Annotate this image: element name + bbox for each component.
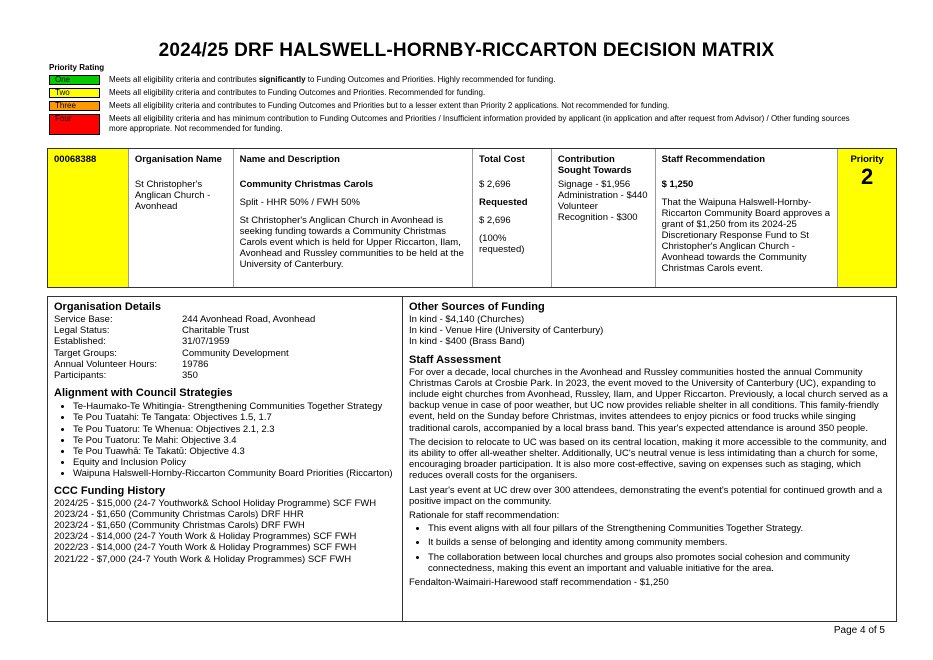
alignment-item: • Te-Haumako-Te Whitingia- Strengthening Communities Together Strategy	[73, 401, 396, 412]
funding-split: Split - HHR 50% / FWH 50%	[239, 197, 360, 208]
alignment-list	[54, 401, 396, 479]
contribution-column	[552, 149, 656, 287]
other-source-item: In kind - $4,140 (Churches)	[409, 314, 525, 325]
priority-rating-heading: Priority Rating	[49, 63, 105, 72]
funding-history-item: 2023/24 - $1,650 (Community Christmas Carols) DRF HHR	[54, 508, 304, 520]
name-description-column	[234, 149, 473, 287]
alignment-item: • Te Pou Tuatoru: Te Whenua: Objectives 2.1, 2.3	[73, 424, 396, 435]
org-detail-row: Target Groups: Community Development	[54, 347, 289, 359]
requested-label: Requested	[479, 197, 528, 208]
organisation-name: St Christopher's Anglican Church - Avonhead	[134, 179, 211, 212]
rationale-item: • This event aligns with all four pillars of the Strengthening Communities Together Strategy.	[428, 523, 890, 534]
contribution-item: Administration - $440	[557, 190, 648, 201]
contribution-header: Contribution Sought Towards	[557, 154, 632, 176]
alignment-item: • Te Pou Tuatoru: Te Mahi: Objective 3.4	[73, 435, 396, 446]
assessment-paragraph: The decision to relocate to UC was based on its central location, making it more accessible to the community, and its ability to offer all-weather shelter. Additionally, UC's neutral venue is less intimidating than a church for some, encouraging broader participation. It is also more cost-effective, saving on expenses such as staging, which reduces overall costs for the organisers.	[409, 436, 887, 482]
priority-desc-two: Meets all eligibility criteria and contributes to Funding Outcomes and Priorities. Recommended for funding.	[109, 88, 486, 97]
right-column	[403, 297, 896, 621]
priority-swatch-three: Three	[49, 101, 100, 111]
funding-history-item: 2022/23 - $14,000 (24-7 Youth Work & Holiday Programmes) SCF FWH	[54, 542, 357, 554]
organisation-header: Organisation Name	[134, 154, 222, 165]
application-summary-table	[47, 148, 897, 288]
funding-history-title: CCC Funding History	[54, 484, 166, 497]
priority-header: Priority	[850, 154, 884, 165]
priority-desc-three: Meets all eligibility criteria and contributes to Funding Outcomes and Priorities but to a lesser extent than Priority 2 applications. Not recommended for funding.	[109, 101, 670, 110]
staff-assessment-title: Staff Assessment	[409, 353, 501, 366]
project-name: Community Christmas Carols	[239, 179, 374, 190]
priority-value: 2	[860, 164, 874, 189]
application-id: 00068388	[48, 149, 129, 287]
staff-recommendation-column	[656, 149, 839, 287]
details-panel	[47, 296, 897, 622]
organisation-column	[129, 149, 234, 287]
funding-history-item: 2021/22 - $7,000 (24-7 Youth Work & Holiday Programmes) SCF FWH	[54, 553, 352, 565]
alignment-title: Alignment with Council Strategies	[54, 387, 233, 400]
rationale-item: • The collaboration between local churches and groups also promotes social cohesion and community connectedness, making this event an important and valuable initiative for the area.	[428, 552, 890, 574]
priority-rating-four	[49, 114, 859, 135]
total-cost-column	[473, 149, 552, 287]
assessment-paragraph: For over a decade, local churches in the Avonhead and Russley communities hosted the annual Community Christmas Carols at Crosbie Park. In 2023, the event moved to the University of Canterbury (UC), expanding to include eight churches from Avonhead, Russley, Ilam, and Upper Riccarton. Previously, a local church served as a backup venue in case of poor weather, but UC now provides reliable shelter in all conditions. This family-friendly event, held on the Sunday before Christmas, invites attendees to enjoy picnics or food trucks while singing traditional carols, accompanied by a local brass band. This year's expected attendance is around 350 people.	[409, 366, 888, 434]
recommendation-text: That the Waipuna Halswell-Hornby-Riccarton Community Board approves a grant of $1,250 from its 2024-25 Discretionary Response Fund to St Christopher's Anglican Church - Avonhead towards the Community Christmas Carols event.	[661, 197, 831, 274]
requested-percentage: (100% requested)	[479, 233, 525, 255]
alignment-item: • Te Pou Tuatahi: Te Tangata: Objectives 1.5, 1.7	[73, 412, 396, 423]
alignment-item: • Equity and Inclusion Policy	[73, 457, 396, 468]
page-number: Page 4 of 5	[833, 625, 885, 636]
org-detail-row: Established: 31/07/1959	[54, 336, 230, 348]
name-description-header: Name and Description	[239, 154, 340, 165]
other-sources-title: Other Sources of Funding	[409, 301, 545, 313]
requested-amount: $ 2,696	[479, 215, 511, 226]
assessment-paragraph: Last year's event at UC drew over 300 attendees, demonstrating the event's potential for continued growth and a positive impact on the community.	[409, 484, 883, 507]
rationale-label: Rationale for staff recommendation:	[409, 510, 560, 522]
funding-history-item: 2023/24 - $14,000 (24-7 Youth Work & Holiday Programmes) SCF FWH	[54, 531, 357, 543]
other-source-item: In kind - $400 (Brass Band)	[409, 336, 525, 348]
priority-desc-four: Meets all eligibility criteria and has minimum contribution to Funding Outcomes and Priorities / Insufficient information provided by applicant (in application and after request from Advisor) / Other funding sources more appropriate. Not recommended for funding.	[109, 114, 850, 133]
priority-rating-one	[49, 75, 859, 85]
rationale-item: • It builds a sense of belonging and identity among community members.	[428, 537, 890, 548]
other-board-recommendation: Fendalton-Waimairi-Harewood staff recommendation - $1,250	[409, 577, 669, 589]
project-description: St Christopher's Anglican Church in Avonhead is seeking funding towards a Community Christmas Carols event which is held for Upper Riccarton, Ilam, Avonhead and Russley communities to be held at the University of Canterbury.	[239, 215, 464, 270]
total-cost-value: $ 2,696	[479, 179, 511, 190]
priority-swatch-two: Two	[49, 88, 100, 98]
other-source-item: In kind - Venue Hire (University of Canterbury)	[409, 325, 604, 337]
org-detail-row: Service Base: 244 Avonhead Road, Avonhead	[54, 314, 316, 325]
funding-history-item: 2024/25 - $15,000 (24-7 Youthwork& School Holiday Programme) SCF FWH	[54, 497, 377, 509]
alignment-item: • Waipuna Halswell-Hornby-Riccarton Community Board Priorities (Riccarton)	[73, 468, 396, 479]
contribution-item: Signage - $1,956	[557, 179, 631, 190]
page-title: 2024/25 DRF HALSWELL-HORNBY-RICCARTON DECISION MATRIX	[158, 40, 775, 61]
priority-column	[838, 149, 896, 287]
priority-rating-two	[49, 88, 859, 98]
org-details-title: Organisation Details	[54, 301, 161, 313]
org-detail-row: Participants: 350	[54, 370, 198, 382]
contribution-item: Volunteer Recognition - $300	[557, 201, 638, 223]
priority-swatch-four: Four	[49, 114, 100, 135]
org-detail-row: Annual Volunteer Hours: 19786	[54, 358, 209, 370]
funding-history-item: 2023/24 - $1,650 (Community Christmas Carols) DRF FWH	[54, 520, 305, 532]
left-column	[48, 297, 403, 621]
total-cost-header: Total Cost	[479, 154, 525, 165]
org-detail-row: Legal Status: Charitable Trust	[54, 325, 250, 337]
priority-rating-three	[49, 101, 859, 111]
rationale-list	[409, 523, 890, 574]
staff-recommendation-header: Staff Recommendation	[661, 154, 766, 165]
priority-desc-one: Meets all eligibility criteria and contributes significantly to Funding Outcomes and Priorities. Highly recommended for funding.	[109, 75, 556, 84]
recommended-amount: $ 1,250	[661, 179, 694, 190]
priority-swatch-one: One	[49, 75, 100, 85]
alignment-item: • Te Pou Tuawhā: Te Takatū: Objective 4.3	[73, 446, 396, 457]
